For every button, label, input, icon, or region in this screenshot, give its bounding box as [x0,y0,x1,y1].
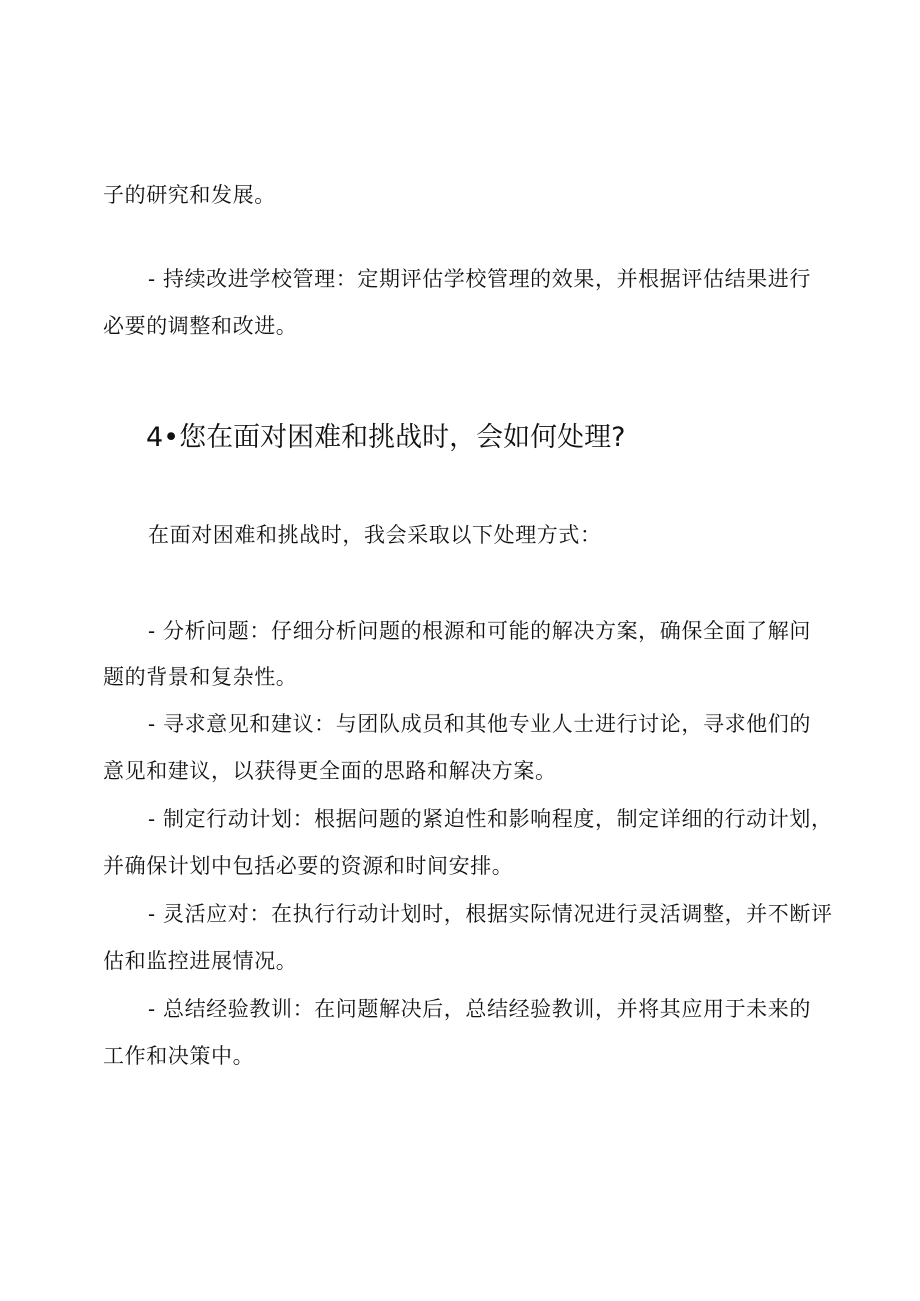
list-item-line: 工作和决策中。 [103,1044,255,1068]
list-item-line: - 总结经验教训：在问题解决后，总结经验教训，并将其应用于未来的 [148,997,811,1021]
list-item-line: - 灵活应对：在执行行动计划时，根据实际情况进行灵活调整，并不断评 [148,902,833,926]
continuation-text: 子的研究和发展。 [103,183,276,207]
list-item-line: 估和监控进展情况。 [103,949,298,973]
list-item-line: 意见和建议，以获得更全面的思路和解决方案。 [103,759,557,783]
list-item-line: - 持续改进学校管理：定期评估学校管理的效果，并根据评估结果进行 [148,267,811,291]
list-item-line: - 制定行动计划：根据问题的紧迫性和影响程度，制定详细的行动计划， [148,807,833,831]
section-intro: 在面对困难和挑战时，我会采取以下处理方式： [148,523,602,547]
list-item-line: 题的背景和复杂性。 [103,665,298,689]
list-item-line: 并确保计划中包括必要的资源和时间安排。 [103,854,514,878]
section-heading: 4•您在面对困难和挑战时，会如何处理? [146,422,626,453]
list-item-line: 必要的调整和改进。 [103,314,298,338]
list-item-line: - 寻求意见和建议：与团队成员和其他专业人士进行讨论，寻求他们的 [148,712,811,736]
list-item-line: - 分析问题：仔细分析问题的根源和可能的解决方案，确保全面了解问 [148,619,811,643]
